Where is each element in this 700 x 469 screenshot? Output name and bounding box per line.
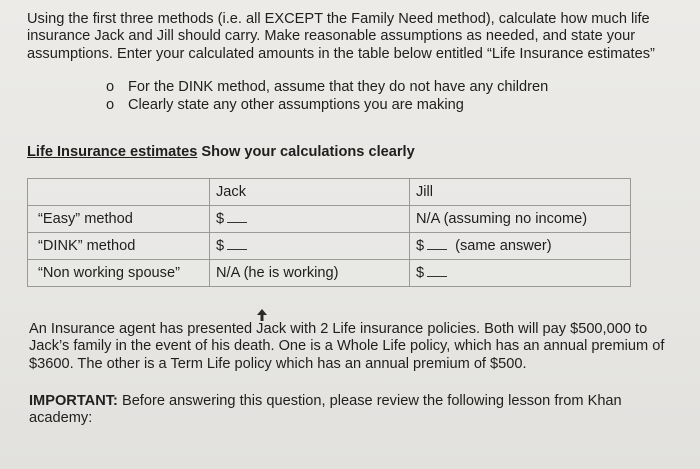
table-heading <box>27 144 415 160</box>
list-item <box>100 78 548 96</box>
dollar-sign: $ <box>416 265 425 281</box>
jill-cell[interactable] <box>410 233 631 260</box>
bullet-marker: o <box>105 79 115 95</box>
life-insurance-estimates-table <box>27 178 631 287</box>
table-row <box>28 206 631 233</box>
bullet-text: For the DINK method, assume that they do not have any children <box>128 79 549 95</box>
jack-cell[interactable] <box>210 233 410 260</box>
list-item <box>100 96 548 114</box>
table-row <box>28 260 631 287</box>
jack-cell: N/A (he is working) <box>210 260 410 287</box>
bullet-marker: o <box>105 97 115 113</box>
dollar-sign: $ <box>416 238 425 254</box>
table-row <box>28 233 631 260</box>
jill-cell[interactable] <box>410 260 631 287</box>
method-cell: “DINK” method <box>28 233 210 260</box>
header-cell-empty <box>28 179 210 206</box>
method-cell: “Easy” method <box>28 206 210 233</box>
table-title: Life Insurance estimates <box>27 144 198 160</box>
answer-blank[interactable] <box>227 243 247 250</box>
answer-blank[interactable] <box>427 270 447 277</box>
insurance-paragraph: An Insurance agent has presented Jack with 2 Life insurance policies. Both will pay $500,000 to Jack’s family in the event of his death. One is a Whole Life policy, which has an annual premium of $3600. The other is a Term Life policy which has an annual premium of $500. <box>29 321 665 372</box>
assumption-list <box>100 78 548 114</box>
table-instruction: Show your calculations clearly <box>197 144 415 160</box>
dollar-sign: $ <box>216 238 225 254</box>
mouse-cursor-icon <box>257 309 267 321</box>
jack-cell[interactable] <box>210 206 410 233</box>
dollar-sign: $ <box>216 211 225 227</box>
answer-blank[interactable] <box>227 216 247 223</box>
bullet-text: Clearly state any other assumptions you are making <box>128 97 464 113</box>
important-label: IMPORTANT: <box>29 393 118 409</box>
important-text: Before answering this question, please review the following lesson from Khan academy: <box>29 393 622 427</box>
header-cell-jack: Jack <box>210 179 410 206</box>
method-cell: “Non working spouse” <box>28 260 210 287</box>
table-header-row <box>28 179 631 206</box>
jill-cell: N/A (assuming no income) <box>410 206 631 233</box>
important-paragraph <box>29 393 679 428</box>
header-cell-jill: Jill <box>410 179 631 206</box>
same-answer-note: (same answer) <box>455 238 552 254</box>
intro-paragraph: Using the first three methods (i.e. all EXCEPT the Family Need method), calculate how much life insurance Jack and Jill should carry. Make reasonable assumptions as needed, and state your assumptions. Enter your calculated amounts in the table below entitled “Life Insurance estimates” <box>27 11 655 62</box>
answer-blank[interactable] <box>427 243 447 250</box>
